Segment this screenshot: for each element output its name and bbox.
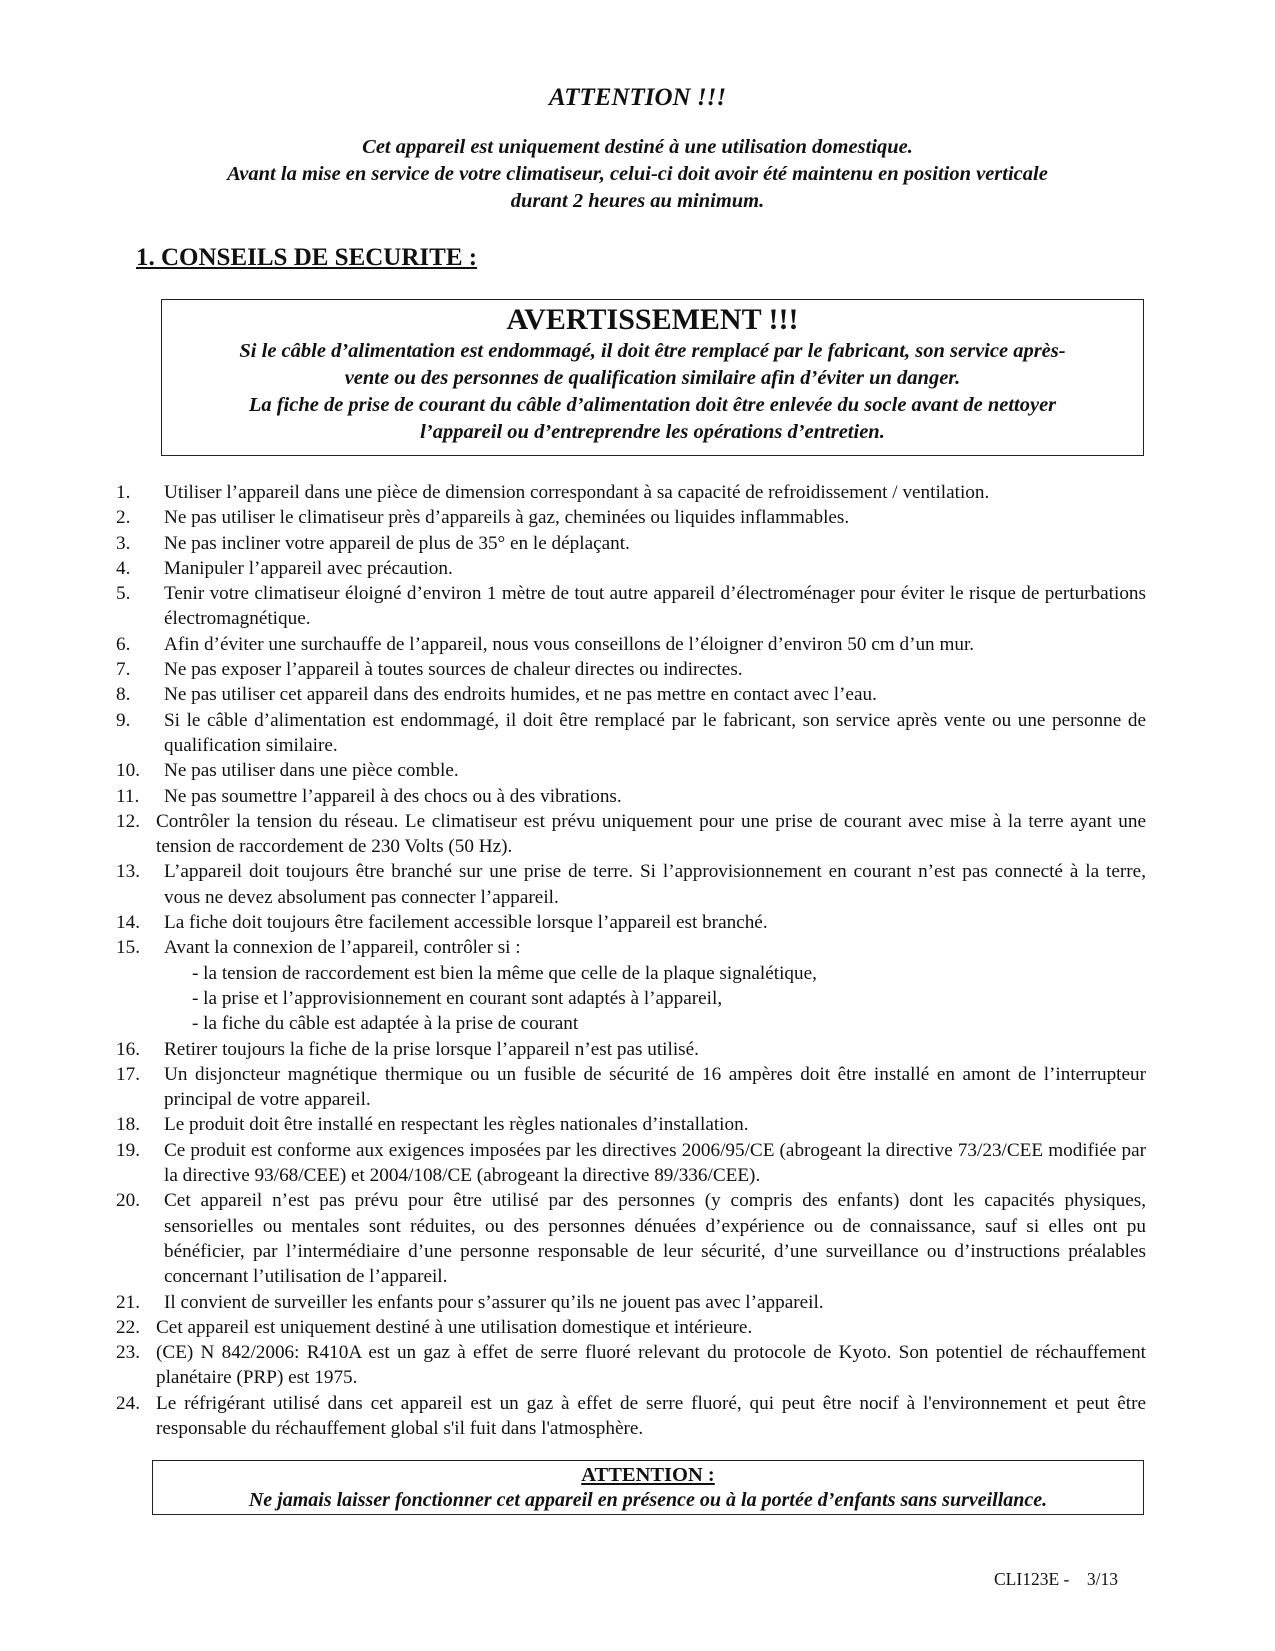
item-number: 14. xyxy=(116,912,140,934)
safety-list xyxy=(116,480,1146,1441)
item-number: 13. xyxy=(116,861,140,883)
item-number: 20. xyxy=(116,1190,140,1212)
attention-title: ATTENTION : xyxy=(581,1464,715,1486)
item-text: Manipuler l’appareil avec précaution. xyxy=(164,557,453,579)
item-number: 2. xyxy=(116,507,131,529)
item-text: Contrôler la tension du réseau. Le climatiseur est prévu uniquement pour une prise de courant avec mise à la terre ayant une tension de raccordement de 230 Volts (50 Hz). xyxy=(156,810,1146,858)
list-item xyxy=(116,1391,1146,1442)
list-item xyxy=(116,1315,1146,1340)
item-text: Cet appareil n’est pas prévu pour être utilisé par des personnes (y compris des enfants) dont les capacités physiques, sensorielles ou mentales sont réduites, ou des personnes dénuées d’expérience ou de connaissance, sauf si elles ont pu bénéficier, par l’intermédiaire d’une personne responsable de leur sécurité, d’une surveillance ou d’instructions préalables concernant l’utilisation de l’appareil. xyxy=(164,1190,1146,1288)
warning-box xyxy=(161,299,1144,456)
item-text: Ne pas utiliser cet appareil dans des endroits humides, et ne pas mettre en contact avec l’eau. xyxy=(164,684,877,706)
document-reference: CLI123E - xyxy=(994,1569,1070,1589)
item-number: 23. xyxy=(116,1342,140,1364)
item-text: Ne pas utiliser dans une pièce comble. xyxy=(164,760,459,782)
intro-line: Avant la mise en service de votre climatiseur, celui-ci doit avoir été maintenu en position verticale xyxy=(227,163,1048,185)
item-number: 22. xyxy=(116,1316,140,1338)
item-text: La fiche doit toujours être facilement accessible lorsque l’appareil est branché. xyxy=(164,912,768,934)
list-item xyxy=(116,581,1146,632)
item-number: 7. xyxy=(116,659,131,681)
item-number: 3. xyxy=(116,532,131,554)
warning-title: AVERTISSEMENT !!! xyxy=(506,303,799,336)
item-text: (CE) N 842/2006: R410A est un gaz à effet de serre fluoré relevant du protocole de Kyoto. Son potentiel de réchauffement planétaire (PRP) est 1975. xyxy=(156,1342,1146,1389)
item-number: 9. xyxy=(116,709,131,731)
item-number: 15. xyxy=(116,937,140,959)
item-number: 12. xyxy=(116,810,140,832)
page-footer xyxy=(994,1569,1118,1590)
list-item xyxy=(116,480,1146,505)
attention-text: Ne jamais laisser fonctionner cet appareil en présence ou à la portée d’enfants sans surveillance. xyxy=(248,1489,1048,1511)
item-number: 6. xyxy=(116,633,131,655)
list-item xyxy=(116,531,1146,556)
item-text: Cet appareil est uniquement destiné à une utilisation domestique et intérieure. xyxy=(156,1316,753,1338)
item-text: Ce produit est conforme aux exigences imposées par les directives 2006/95/CE (abrogeant la directive 73/23/CEE modifiée par la directive 93/68/CEE) et 2004/108/CE (abrogeant la directive 89/336/CEE). xyxy=(164,1139,1146,1187)
item-text: Le produit doit être installé en respectant les règles nationales d’installation. xyxy=(164,1114,749,1136)
list-item xyxy=(116,910,1146,935)
item-number: 21. xyxy=(116,1291,140,1313)
item-number: 24. xyxy=(116,1392,140,1414)
item-number: 8. xyxy=(116,684,131,706)
list-item xyxy=(116,859,1146,910)
list-item xyxy=(116,505,1146,530)
item-text: Le réfrigérant utilisé dans cet appareil est un gaz à effet de serre fluoré, qui peut être nocif à l'environnement et peut être responsable du réchauffement global s'il fuit dans l'atmosphère. xyxy=(156,1392,1146,1439)
item-text: Ne pas soumettre l’appareil à des chocs ou à des vibrations. xyxy=(164,785,622,807)
item-number: 17. xyxy=(116,1063,140,1085)
item-text: Afin d’éviter une surchauffe de l’appareil, nous vous conseillons de l’éloigner d’environ 50 cm d’un mur. xyxy=(164,633,975,655)
sub-item: - la prise et l’approvisionnement en courant sont adaptés à l’appareil, xyxy=(192,987,723,1009)
item-number: 16. xyxy=(116,1038,140,1060)
item-text: Tenir votre climatiseur éloigné d’environ 1 mètre de tout autre appareil d’électroménager pour éviter le risque de perturbations électromagnétique. xyxy=(164,583,1146,630)
sub-item: - la fiche du câble est adaptée à la prise de courant xyxy=(192,1013,579,1035)
item-number: 4. xyxy=(116,557,131,579)
warning-text xyxy=(162,338,1143,446)
list-item xyxy=(116,1138,1146,1189)
list-item xyxy=(116,657,1146,682)
item-number: 19. xyxy=(116,1139,140,1161)
item-number: 18. xyxy=(116,1114,140,1136)
intro-line: Cet appareil est uniquement destiné à une utilisation domestique. xyxy=(362,136,913,158)
item-text: Si le câble d’alimentation est endommagé, il doit être remplacé par le fabricant, son service après vente ou une personne de qualification similaire. xyxy=(164,709,1146,756)
list-item xyxy=(116,556,1146,581)
item-text: Utiliser l’appareil dans une pièce de dimension correspondant à sa capacité de refroidissement / ventilation. xyxy=(164,482,990,503)
item-text: L’appareil doit toujours être branché sur une prise de terre. Si l’approvisionnement en courant n’est pas connecté à la terre, vous ne devez absolument pas connecter l’appareil. xyxy=(164,861,1146,908)
sub-item: - la tension de raccordement est bien la même que celle de la plaque signalétique, xyxy=(192,962,817,984)
item-text: Ne pas utiliser le climatiseur près d’appareils à gaz, cheminées ou liquides inflammables. xyxy=(164,507,850,529)
list-item xyxy=(116,758,1146,783)
list-item xyxy=(116,632,1146,657)
intro-notice xyxy=(120,134,1155,215)
list-item xyxy=(116,1037,1146,1062)
warning-line: Si le câble d’alimentation est endommagé, il doit être remplacé par le fabricant, son service après- xyxy=(239,340,1066,362)
list-item xyxy=(116,708,1146,759)
list-item xyxy=(116,1340,1146,1391)
list-item xyxy=(116,1062,1146,1113)
list-item xyxy=(116,935,1146,960)
item-number: 1. xyxy=(116,482,131,503)
item-number: 5. xyxy=(116,583,131,605)
list-item xyxy=(116,784,1146,809)
attention-box xyxy=(152,1460,1144,1515)
item-text: Un disjoncteur magnétique thermique ou un fusible de sécurité de 16 ampères doit être installé en amont de l’interrupteur principal de votre appareil. xyxy=(164,1063,1146,1111)
list-item xyxy=(116,682,1146,707)
item-text: Avant la connexion de l’appareil, contrôler si : xyxy=(164,937,521,959)
item-number: 11. xyxy=(116,785,140,807)
warning-line: l’appareil ou d’entreprendre les opérations d’entretien. xyxy=(420,421,885,443)
intro-line: durant 2 heures au minimum. xyxy=(510,190,765,212)
item-text: Il convient de surveiller les enfants pour s’assurer qu’ils ne jouent pas avec l’appareil. xyxy=(164,1291,824,1313)
list-item xyxy=(116,809,1146,860)
page-title: ATTENTION !!! xyxy=(548,84,727,111)
page-number: 3/13 xyxy=(1086,1569,1118,1589)
section-heading: 1. CONSEILS DE SECURITE : xyxy=(136,244,478,271)
warning-line: La fiche de prise de courant du câble d’alimentation doit être enlevée du socle avant de nettoyer xyxy=(248,394,1057,416)
warning-line: vente ou des personnes de qualification similaire afin d’éviter un danger. xyxy=(344,367,961,389)
item-text: Ne pas exposer l’appareil à toutes sources de chaleur directes ou indirectes. xyxy=(164,659,743,681)
list-item xyxy=(116,1290,1146,1315)
item-text: Ne pas incliner votre appareil de plus de 35° en le déplaçant. xyxy=(164,532,630,554)
list-item xyxy=(116,1112,1146,1137)
item-text: Retirer toujours la fiche de la prise lorsque l’appareil n’est pas utilisé. xyxy=(164,1038,699,1060)
item-number: 10. xyxy=(116,760,140,782)
list-item xyxy=(116,1188,1146,1289)
